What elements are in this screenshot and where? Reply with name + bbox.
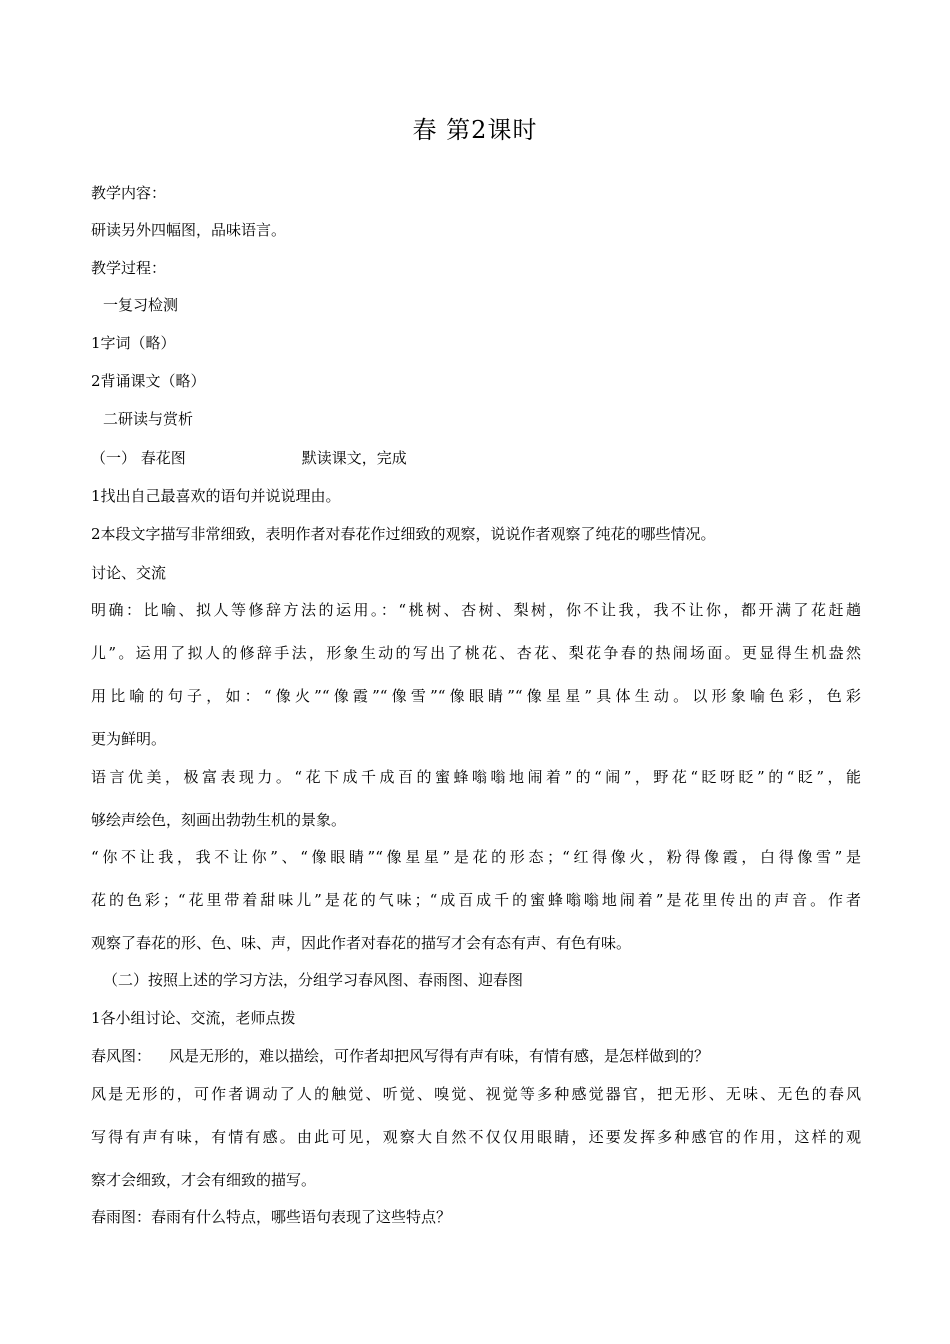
paragraph-line: 用比喻的句子，如：“像火”“像霞”“像雪”“像眼睛”“像星星”具体生动。以形象喻色彩，色彩: [91, 687, 861, 705]
list-item: 1各小组讨论、交流，老师点拨: [91, 1009, 296, 1027]
question: 1找出自己最喜欢的语句并说说理由。: [91, 487, 341, 505]
paragraph: 研读另外四幅图，品味语言。: [91, 221, 287, 239]
question-label: 春风图：: [91, 1047, 152, 1065]
paragraph-line: 语言优美，极富表现力。“花下成千成百的蜜蜂嗡嗡地闹着”的“闹”，野花“眨呀眨”的“眨”，能: [91, 768, 861, 786]
list-item: 1字词（略）: [91, 334, 176, 352]
question-spring-rain: 春雨图：春雨有什么特点，哪些语句表现了这些特点？: [91, 1208, 452, 1226]
list-item: 2背诵课文（略）: [91, 372, 206, 390]
instruction-text: 默读课文，完成: [301, 449, 407, 467]
paragraph-line: 更为鲜明。: [91, 730, 167, 748]
paragraph-line: 儿”。运用了拟人的修辞手法，形象生动的写出了桃花、杏花、梨花争春的热闹场面。更显得生机盎然: [91, 644, 861, 662]
question: 2本段文字描写非常细致，表明作者对春花作过细致的观察，说说作者观察了纯花的哪些情况。: [91, 525, 716, 543]
paragraph-line: 察才会细致，才会有细致的描写。: [91, 1171, 317, 1189]
heading-study: 二研读与赏析: [103, 410, 194, 428]
paragraph-line: 风是无形的，可作者调动了人的触觉、听觉、嗅觉、视觉等多种感觉器官，把无形、无味、无色的春风: [91, 1085, 861, 1103]
paragraph-line: 明确：比喻、拟人等修辞方法的运用。：“桃树、杏树、梨树，你不让我，我不让你，都开满了花赶趟: [91, 601, 861, 619]
paragraph: 讨论、交流: [91, 564, 167, 582]
page-title: 春 第2课时: [412, 116, 538, 144]
question-spring-wind: [91, 1046, 861, 1066]
paragraph-line: 花的色彩；“花里带着甜味儿”是花的气味；“成百成千的蜜蜂嗡嗡地闹着”是花里传出的声音。作者: [91, 891, 861, 909]
subheading-label: （一） 春花图: [91, 449, 186, 467]
heading-review: 一复习检测: [103, 296, 179, 314]
paragraph-line: “你不让我，我不让你”、“像眼睛”“像星星”是花的形态；“红得像火，粉得像霞，白得像雪”是: [91, 848, 861, 866]
section-label-content: 教学内容：: [91, 184, 167, 202]
subheading-group-study: （二）按照上述的学习方法，分组学习春风图、春雨图、迎春图: [103, 971, 524, 989]
question-text: 风是无形的，难以描绘，可作者却把风写得有声有味，有情有感，是怎样做到的？: [169, 1047, 710, 1065]
subheading-spring-flowers: [91, 448, 861, 468]
paragraph-line: 观察了春花的形、色、味、声，因此作者对春花的描写才会有态有声、有色有味。: [91, 934, 632, 952]
paragraph-line: 写得有声有味，有情有感。由此可见，观察大自然不仅仅用眼睛，还要发挥多种感官的作用，这样的观: [91, 1128, 861, 1146]
paragraph-line: 够绘声绘色，刻画出勃勃生机的景象。: [91, 811, 347, 829]
section-label-process: 教学过程：: [91, 259, 167, 277]
